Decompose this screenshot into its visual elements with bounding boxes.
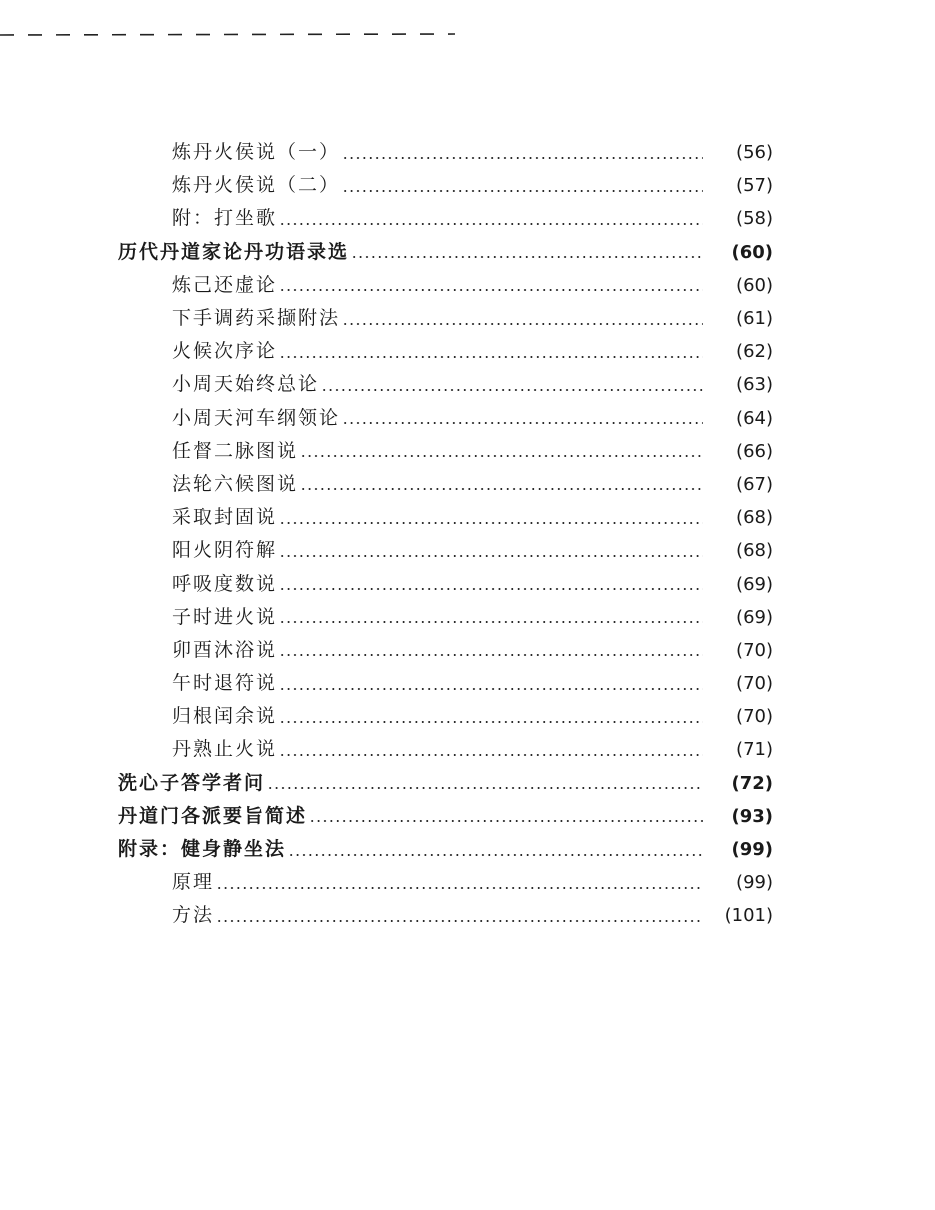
- toc-entry-page: (58): [736, 208, 773, 230]
- toc-entry-title: 法轮六候图说: [172, 472, 299, 495]
- toc-entry: [118, 269, 773, 302]
- toc-entry-title: 历代丹道家论丹功语录选: [118, 240, 350, 263]
- toc-entry-title: 炼丹火侯说（一）: [172, 141, 341, 164]
- toc-entry: [118, 601, 773, 634]
- dot-leader: [279, 688, 703, 690]
- toc-entry: [118, 136, 773, 169]
- toc-entry: [118, 733, 773, 766]
- toc-entry-page: (70): [736, 673, 773, 695]
- toc-entry: [118, 202, 773, 235]
- toc-entry: [118, 335, 773, 368]
- dot-leader: [342, 190, 703, 192]
- toc-entry: [118, 501, 773, 534]
- toc-entry-page: (62): [736, 341, 773, 363]
- toc-entry-title: 炼己还虚论: [172, 273, 278, 296]
- toc-entry-title: 卯酉沐浴说: [172, 638, 278, 661]
- dot-leader: [279, 356, 703, 358]
- toc-entry-title: 呼吸度数说: [172, 572, 278, 595]
- dot-leader: [351, 256, 703, 258]
- toc-entry: [118, 899, 773, 932]
- toc-entry: [118, 866, 773, 899]
- toc-entry-page: (69): [736, 573, 773, 595]
- toc-entry-title: 采取封固说: [172, 506, 278, 529]
- dot-leader: [279, 621, 703, 623]
- toc-entry-title: 丹道门各派要旨简述: [118, 804, 308, 827]
- toc-section-heading: [118, 833, 773, 866]
- toc-entry: [118, 169, 773, 202]
- dot-leader: [279, 754, 703, 756]
- toc-entry-title: 归根闰余说: [172, 705, 278, 728]
- toc-entry-title: 原理: [172, 871, 215, 894]
- toc-entry-page: (66): [736, 440, 773, 462]
- dot-leader: [342, 422, 703, 424]
- dot-leader: [309, 820, 703, 822]
- toc-section-heading: [118, 800, 773, 833]
- dot-leader: [279, 555, 703, 557]
- toc-entry-page: (101): [724, 905, 773, 927]
- toc-entry-page: (60): [736, 274, 773, 296]
- toc-entry: [118, 700, 773, 733]
- toc-entry: [118, 368, 773, 401]
- toc-entry-title: 丹熟止火说: [172, 738, 278, 761]
- dot-leader: [279, 522, 703, 524]
- toc-section-heading: [118, 236, 773, 269]
- dashed-rule: [0, 25, 460, 39]
- toc-entry-page: (64): [736, 407, 773, 429]
- toc-entry: [118, 634, 773, 667]
- toc-entry-page: (72): [731, 772, 773, 794]
- dot-leader: [342, 323, 703, 325]
- toc-entry: [118, 435, 773, 468]
- toc-entry-page: (67): [736, 473, 773, 495]
- dot-leader: [321, 389, 703, 391]
- dot-leader: [267, 787, 703, 789]
- toc-entry-page: (93): [731, 805, 773, 827]
- toc-entry-page: (71): [736, 739, 773, 761]
- toc-entry-title: 子时进火说: [172, 605, 278, 628]
- dot-leader: [300, 488, 703, 490]
- toc-entry-title: 附：打坐歌: [172, 207, 278, 230]
- dot-leader: [300, 455, 703, 457]
- dot-leader: [216, 887, 703, 889]
- toc-entry-title: 下手调药采撷附法: [172, 307, 341, 330]
- toc-entry-title: 方法: [172, 904, 215, 927]
- dot-leader: [279, 223, 703, 225]
- toc-entry-page: (68): [736, 540, 773, 562]
- toc-entry-page: (70): [736, 639, 773, 661]
- toc-entry: [118, 567, 773, 600]
- toc-entry-title: 小周天河车纲领论: [172, 406, 341, 429]
- toc-entry-page: (70): [736, 706, 773, 728]
- toc-entry-title: 阳火阴符解: [172, 539, 278, 562]
- toc-entry: [118, 468, 773, 501]
- dot-leader: [342, 157, 703, 159]
- toc-entry-page: (63): [736, 374, 773, 396]
- toc-entry-title: 附录：健身静坐法: [118, 838, 287, 861]
- dot-leader: [279, 588, 703, 590]
- dot-leader: [279, 654, 703, 656]
- toc-entry-page: (56): [736, 142, 773, 164]
- toc-entry-title: 火候次序论: [172, 340, 278, 363]
- toc-entry-page: (60): [731, 241, 773, 263]
- toc-entry-page: (99): [731, 839, 773, 861]
- toc-entry: [118, 402, 773, 435]
- dot-leader: [279, 289, 703, 291]
- dot-leader: [216, 920, 703, 922]
- toc-entry-title: 洗心子答学者问: [118, 771, 266, 794]
- toc-entry-title: 午时退符说: [172, 672, 278, 695]
- toc-entry-page: (69): [736, 606, 773, 628]
- toc-entry: [118, 667, 773, 700]
- toc-entry: [118, 302, 773, 335]
- toc-entry-title: 任督二脉图说: [172, 439, 299, 462]
- toc-entry-page: (68): [736, 507, 773, 529]
- dot-leader: [288, 854, 703, 856]
- toc-entry-title: 小周天始终总论: [172, 373, 320, 396]
- dot-leader: [279, 721, 703, 723]
- toc-entry-page: (99): [736, 872, 773, 894]
- table-of-contents: [118, 136, 773, 933]
- toc-section-heading: [118, 767, 773, 800]
- toc-entry: [118, 534, 773, 567]
- toc-entry-page: (57): [736, 175, 773, 197]
- toc-entry-title: 炼丹火侯说（二）: [172, 174, 341, 197]
- toc-entry-page: (61): [736, 308, 773, 330]
